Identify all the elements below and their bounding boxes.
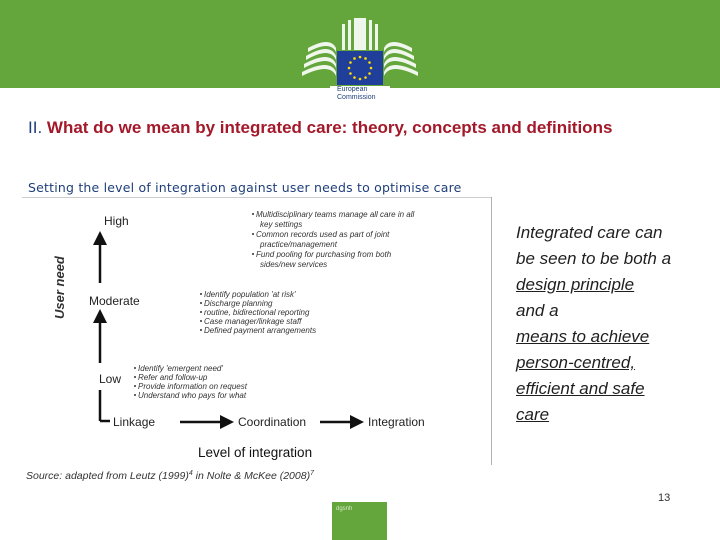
high-bullet-2: Common records used as part of joint <box>256 230 390 239</box>
source-sup2: 7 <box>310 470 314 477</box>
flag-star <box>368 61 371 64</box>
low-bullet-1: Identify 'emergent need' <box>138 364 223 373</box>
level-moderate: Moderate <box>89 294 140 308</box>
x-axis-label: Level of integration <box>198 445 313 460</box>
flag-star <box>364 57 367 60</box>
page-title <box>28 118 612 138</box>
high-bullet-1: Multidisciplinary teams manage all care in all <box>256 210 415 219</box>
side-note-line8: care <box>516 405 550 424</box>
level-high: High <box>104 214 129 228</box>
side-note-line3: design principle <box>516 275 635 294</box>
side-note-line5: means to achieve <box>516 327 650 346</box>
integration-diagram <box>22 197 492 492</box>
source-sup1: 4 <box>188 470 193 477</box>
flag-star <box>353 76 356 79</box>
flag-star <box>368 72 371 75</box>
low-bullet-2: Refer and follow-up <box>138 373 208 382</box>
logo-text <box>337 86 376 102</box>
flag-star <box>348 67 351 70</box>
moderate-bullet-1: Identify population 'at risk' <box>204 290 296 299</box>
side-note-line2: be seen to be both a <box>516 249 672 268</box>
flag-star <box>353 57 356 60</box>
low-bullet-3: Provide information on request <box>138 382 247 391</box>
flag-star <box>349 61 352 64</box>
footer-box <box>332 502 387 540</box>
title-number: II. <box>28 118 43 137</box>
source-prefix: Source: adapted from Leutz (1999) <box>26 470 189 482</box>
flag-star <box>364 76 367 79</box>
high-bullet-3: Fund pooling for purchasing from both <box>256 250 392 259</box>
side-note-line4: and a <box>516 301 559 320</box>
footer-label: dgsnh <box>336 506 353 512</box>
integration-coordination: Coordination <box>238 415 307 429</box>
moderate-bullet-4: Case manager/linkage staff <box>204 317 302 326</box>
source-mid: in Nolte & McKee (2008) <box>192 470 311 482</box>
flag-star <box>359 78 362 81</box>
moderate-bullet-3: routine, bidirectional reporting <box>204 308 310 317</box>
page-number: 13 <box>658 492 671 504</box>
integration-integration: Integration <box>368 415 425 429</box>
y-axis-label: User need <box>52 256 67 319</box>
integration-linkage: Linkage <box>113 415 156 429</box>
side-note <box>516 220 716 428</box>
flag-star <box>359 56 362 59</box>
moderate-bullet-5: Defined payment arrangements <box>204 326 317 335</box>
low-bullet-4: Understand who pays for what <box>138 391 247 400</box>
flag-star <box>349 72 352 75</box>
figure-source <box>26 470 315 482</box>
side-note-line7: efficient and safe <box>516 379 645 398</box>
side-note-line1: Integrated care can <box>516 223 663 242</box>
logo-line2: Commission <box>337 94 376 101</box>
high-bullet-2-cont: practice/management <box>260 240 337 249</box>
high-bullet-1-cont: key settings <box>260 220 303 229</box>
title-text: What do we mean by integrated care: theory, concepts and definitions <box>46 118 613 137</box>
flag-star <box>370 67 373 70</box>
level-low: Low <box>99 372 122 386</box>
figure-subtitle: Setting the level of integration against user needs to optimise care <box>28 180 462 195</box>
high-bullet-3-cont: sides/new services <box>260 260 328 269</box>
logo-line1: European <box>337 86 368 93</box>
moderate-bullet-2: Discharge planning <box>204 299 273 308</box>
side-note-line6: person-centred, <box>516 353 636 372</box>
